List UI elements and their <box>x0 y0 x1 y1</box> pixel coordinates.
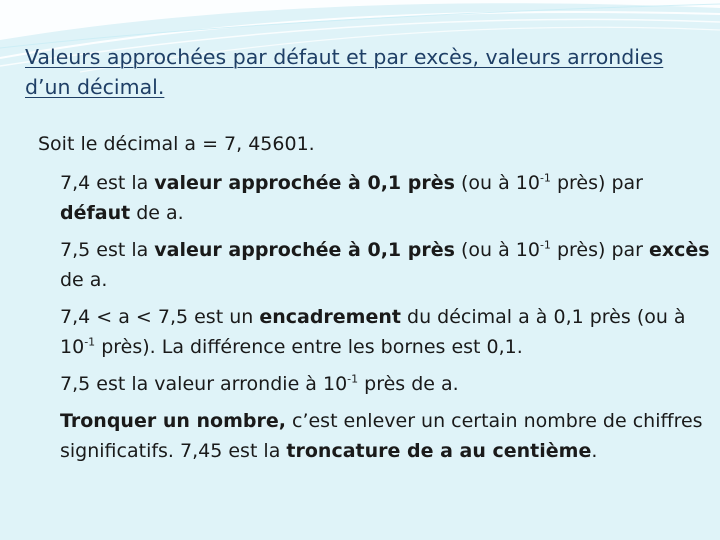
bold-term: valeur approchée à 0,1 près <box>154 172 455 194</box>
text-segment: près). La différence entre les bornes est 0,1. <box>95 336 523 358</box>
paragraph-rounding <box>60 369 710 399</box>
bold-term: défaut <box>60 202 131 224</box>
exponent: -1 <box>347 372 359 386</box>
text-segment: de a. <box>130 202 184 224</box>
bold-term: encadrement <box>259 306 401 328</box>
exponent: -1 <box>84 335 96 349</box>
exponent: -1 <box>539 171 551 185</box>
text-segment: de a. <box>60 269 108 291</box>
text-segment: (ou à 10 <box>454 172 540 194</box>
text-segment: . <box>591 440 598 462</box>
text-segment: près) par <box>550 172 643 194</box>
text-segment: près de a. <box>358 373 459 395</box>
paragraph-bounds <box>60 302 710 362</box>
content-body <box>60 168 710 473</box>
paragraph-truncation <box>60 406 710 466</box>
slide-title: Valeurs approchées par défaut et par excès, valeurs arrondies d’un décimal. <box>25 45 664 99</box>
text-segment: 7,5 est la valeur arrondie à 10 <box>60 373 348 395</box>
paragraph-excess-approx <box>60 235 710 295</box>
text-segment: 7,4 < a < 7,5 est un <box>60 306 260 328</box>
bold-term: excès <box>649 239 710 261</box>
paragraph-default-approx <box>60 168 710 228</box>
bold-term: Tronquer un nombre, <box>60 410 286 432</box>
text-segment: 7,5 est la <box>60 239 155 261</box>
bold-term: valeur approchée à 0,1 près <box>154 239 455 261</box>
text-segment: du décimal a à 0,1 près (ou à 10 <box>60 306 686 358</box>
lead-statement: Soit le décimal a = 7, 45601. <box>38 133 315 155</box>
bold-term: troncature de a au centième <box>286 440 592 462</box>
text-segment: 7,4 est la <box>60 172 155 194</box>
text-segment: (ou à 10 <box>454 239 540 261</box>
text-segment: c’est enlever un certain nombre de chiffres significatifs. 7,45 est la <box>60 410 703 462</box>
text-segment: près) par <box>550 239 650 261</box>
exponent: -1 <box>539 238 551 252</box>
